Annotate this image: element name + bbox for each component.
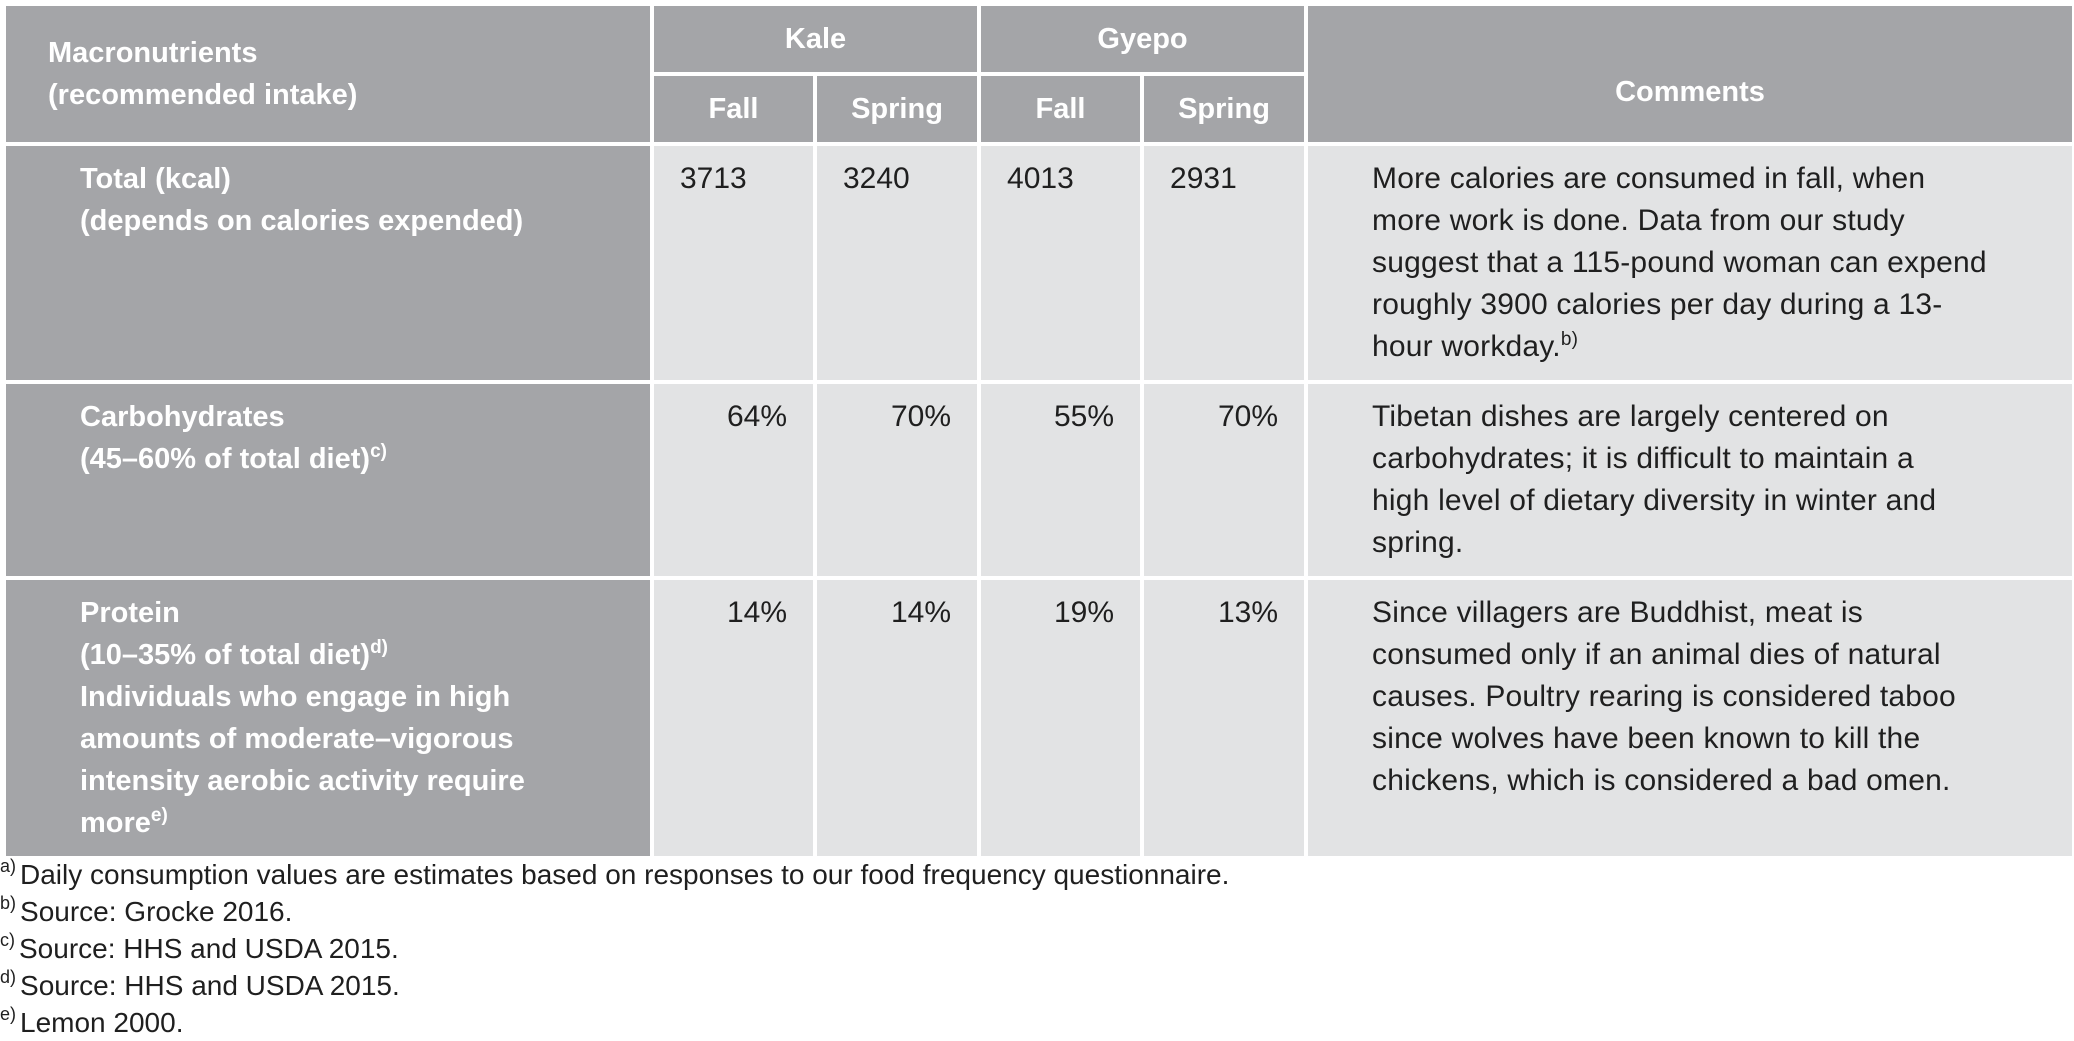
row-label-carbohydrates: [4, 382, 652, 578]
row-label-line: intensity aerobic activity require: [80, 765, 525, 797]
table-row: [4, 382, 2074, 578]
footnote-text: Lemon 2000.: [20, 1007, 184, 1038]
comment-text: hour workday.: [1372, 330, 1561, 363]
comment-line: More calories are consumed in fall, when: [1372, 162, 1926, 195]
footnote-ref: e): [150, 805, 168, 826]
footnote-e: [0, 1004, 2074, 1041]
cell-comment: [1306, 578, 2074, 858]
macronutrient-table: [2, 2, 2074, 860]
header-group-row: [4, 4, 2074, 74]
comment-line: spring.: [1372, 526, 1464, 559]
row-label-line: Protein: [80, 597, 180, 629]
header-group-kale: Kale: [652, 4, 979, 74]
comment-line: more work is done. Data from our study: [1372, 204, 1905, 237]
row-label-line: amounts of moderate–vigorous: [80, 723, 514, 755]
footnote-c: [0, 930, 2074, 967]
row-label-text: more: [80, 807, 151, 839]
cell-gyepo-fall: 55%: [979, 382, 1142, 578]
row-label-line: Total (kcal): [80, 163, 231, 195]
table-row: [4, 578, 2074, 858]
footnote-ref: d): [370, 637, 388, 658]
cell-kale-fall: 64%: [652, 382, 815, 578]
cell-kale-spring: 3240: [815, 144, 979, 382]
header-comments: Comments: [1306, 4, 2074, 144]
header-macronutrients-line2: (recommended intake): [48, 79, 358, 111]
comment-line: Tibetan dishes are largely centered on: [1372, 400, 1889, 433]
footnote-ref: c): [370, 441, 387, 462]
footnote-a: [0, 856, 2074, 893]
cell-gyepo-fall: 4013: [979, 144, 1142, 382]
cell-gyepo-spring: 2931: [1142, 144, 1306, 382]
header-group-gyepo: Gyepo: [979, 4, 1306, 74]
row-label-line: Carbohydrates: [80, 401, 285, 433]
cell-kale-spring: 14%: [815, 578, 979, 858]
comment-line: roughly 3900 calories per day during a 13-: [1372, 288, 1943, 321]
footnote-text: Source: Grocke 2016.: [20, 896, 293, 927]
cell-kale-spring: 70%: [815, 382, 979, 578]
footnote-text: Source: HHS and USDA 2015.: [20, 970, 400, 1001]
comment-line: carbohydrates; it is difficult to maintain a: [1372, 442, 1914, 475]
footnote-text: Daily consumption values are estimates based on responses to our food frequency questionnaire.: [20, 859, 1230, 890]
cell-gyepo-fall: 19%: [979, 578, 1142, 858]
row-label-total: [4, 144, 652, 382]
footnote-text: Source: HHS and USDA 2015.: [19, 933, 399, 964]
cell-comment: [1306, 382, 2074, 578]
comment-line: chickens, which is considered a bad omen.: [1372, 764, 1951, 797]
row-label-text: (10–35% of total diet): [80, 639, 371, 671]
comment-line: since wolves have been known to kill the: [1372, 722, 1921, 755]
cell-gyepo-spring: 70%: [1142, 382, 1306, 578]
comment-line: high level of dietary diversity in winter and: [1372, 484, 1937, 517]
row-label-protein: [4, 578, 652, 858]
row-label-text: (45–60% of total diet): [80, 443, 371, 475]
footnote-ref: b): [1560, 329, 1579, 350]
cell-kale-fall: 14%: [652, 578, 815, 858]
comment-line: suggest that a 115-pound woman can expend: [1372, 246, 1987, 279]
footnote-d: [0, 967, 2074, 1004]
row-label-line: [80, 634, 630, 676]
cell-comment: [1306, 144, 2074, 382]
row-label-line: [80, 438, 630, 480]
comment-line: consumed only if an animal dies of natural: [1372, 638, 1941, 671]
comment-line: Since villagers are Buddhist, meat is: [1372, 596, 1863, 629]
row-label-line: (depends on calories expended): [80, 205, 524, 237]
table-row: [4, 144, 2074, 382]
footnote-mark: a): [0, 856, 17, 876]
footnote-b: [0, 893, 2074, 930]
header-macronutrients: [4, 4, 652, 144]
header-gyepo-fall: Fall: [979, 74, 1142, 144]
comment-line: [1372, 326, 2052, 368]
cell-kale-fall: 3713: [652, 144, 815, 382]
header-kale-fall: Fall: [652, 74, 815, 144]
cell-gyepo-spring: 13%: [1142, 578, 1306, 858]
comment-line: causes. Poultry rearing is considered taboo: [1372, 680, 1956, 713]
footnote-mark: b): [0, 893, 17, 913]
header-macronutrients-line1: Macronutrients: [48, 37, 258, 69]
header-kale-spring: Spring: [815, 74, 979, 144]
row-label-line: Individuals who engage in high: [80, 681, 511, 713]
row-label-line: [80, 802, 630, 844]
footnote-mark: e): [0, 1004, 17, 1024]
footnote-mark: d): [0, 967, 17, 987]
header-gyepo-spring: Spring: [1142, 74, 1306, 144]
footnotes: [0, 856, 2074, 1041]
footnote-mark: c): [0, 930, 15, 950]
